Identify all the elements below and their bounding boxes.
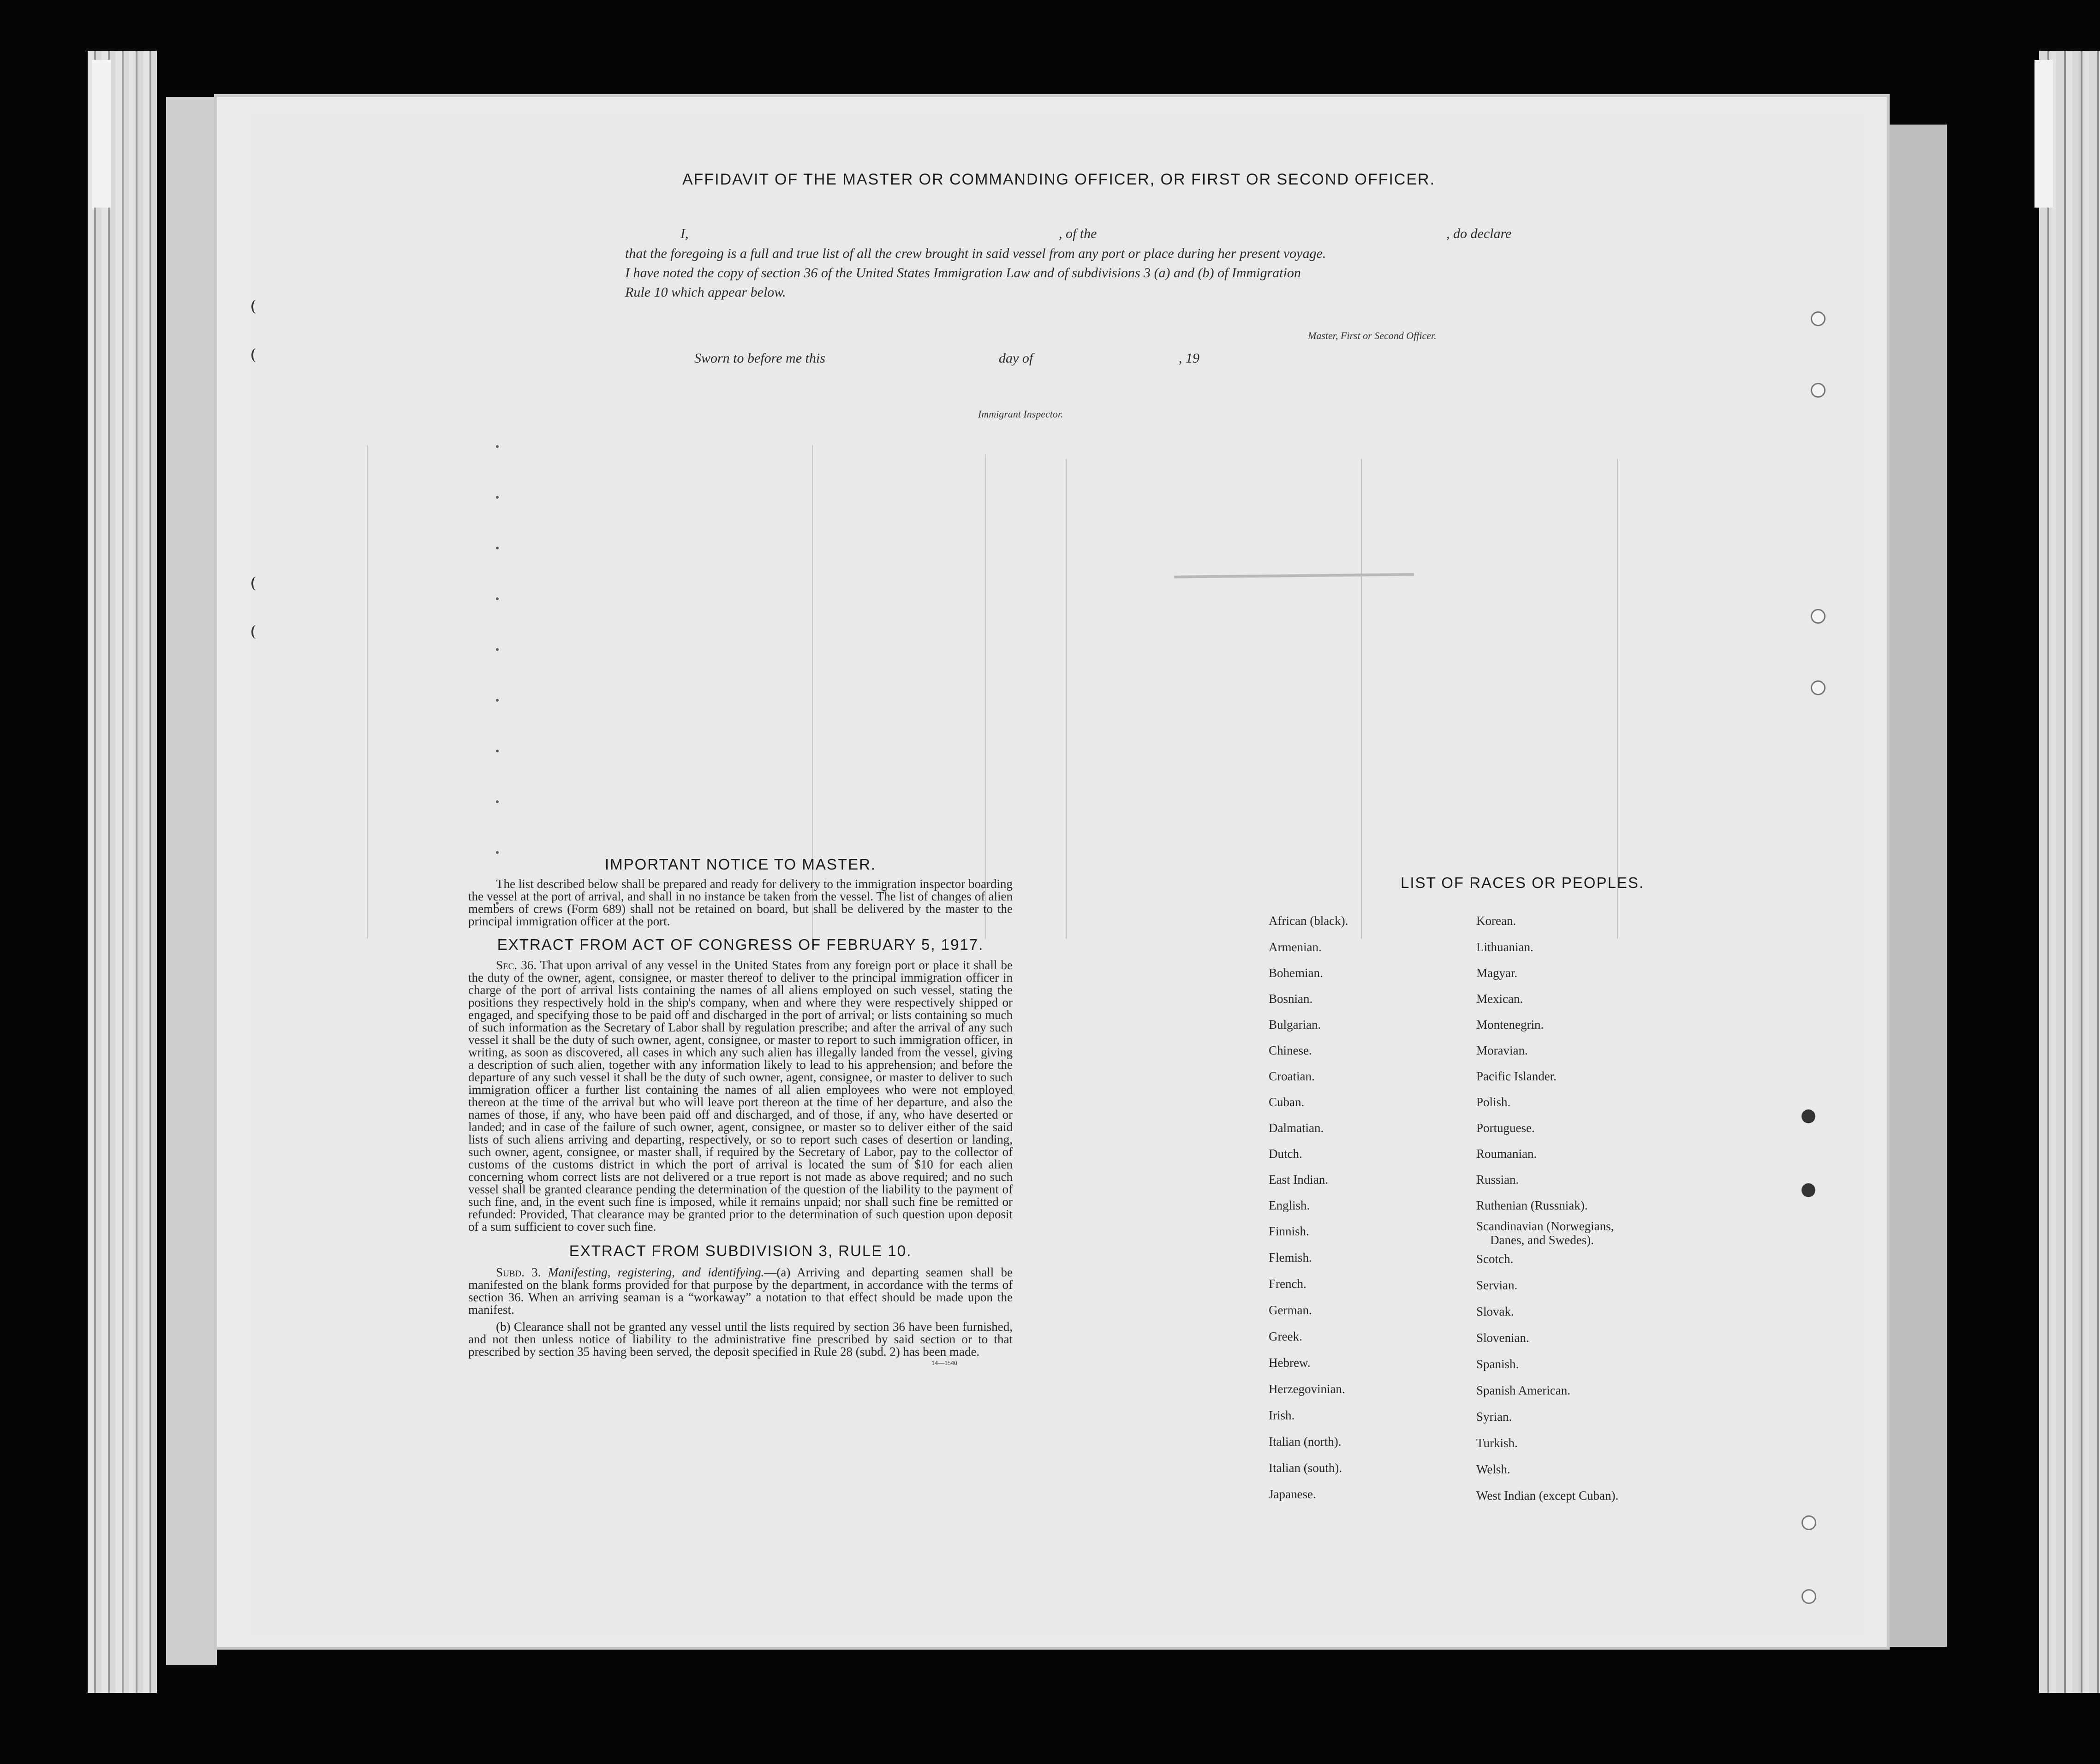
immigrant-inspector-label: Immigrant Inspector.	[978, 408, 1063, 420]
punch-hole	[251, 577, 261, 590]
race-item: Dutch.	[1269, 1147, 1302, 1161]
row-dot	[496, 648, 499, 651]
race-item: Bosnian.	[1269, 992, 1313, 1006]
race-item: West Indian (except Cuban).	[1476, 1489, 1619, 1502]
race-item: Mexican.	[1476, 992, 1523, 1006]
punch-hole	[251, 625, 261, 639]
crease-mark	[1174, 573, 1414, 578]
form-number: 14—1540	[931, 1360, 957, 1367]
race-item: Armenian.	[1269, 940, 1322, 954]
race-item: Italian (south).	[1269, 1461, 1342, 1475]
subd-3-heading: Manifesting, registering, and identifying.	[548, 1265, 764, 1279]
subd-3-text-b: (b) Clearance shall not be granted any vessel until the lists required by section 36 have been furnished, and not then unless notice of liability to the administrative fine prescribed by said section or to that prescribed by section 35 having been served, the deposit specified in Rule 28 (subd. 2) has been made.	[468, 1320, 1013, 1359]
race-item: Syrian.	[1476, 1410, 1512, 1424]
affidavit-line-2: I have noted the copy of section 36 of the United States Immigration Law and of subdivisions 3 (a) and (b) of Immigration	[625, 265, 1301, 280]
binder-right-edge	[2039, 51, 2100, 1693]
race-item: Slovenian.	[1476, 1331, 1529, 1345]
punch-hole	[1811, 383, 1826, 398]
affidavit-line-3: Rule 10 which appear below.	[625, 285, 786, 300]
row-dot	[496, 547, 499, 549]
affidavit-title: AFFIDAVIT OF THE MASTER OR COMMANDING OFFICER, OR FIRST OR SECOND OFFICER.	[682, 171, 1436, 188]
race-item: Portuguese.	[1476, 1121, 1535, 1135]
row-dot	[496, 800, 499, 803]
race-item: Irish.	[1269, 1408, 1295, 1422]
act-extract-title: EXTRACT FROM ACT OF CONGRESS OF FEBRUARY 5, 1917.	[497, 936, 984, 953]
column-rule	[1361, 459, 1362, 939]
race-item: Italian (north).	[1269, 1435, 1342, 1448]
row-dot	[496, 750, 499, 752]
race-item: Dalmatian.	[1269, 1121, 1324, 1135]
race-item: East Indian.	[1269, 1173, 1328, 1186]
punch-hole	[1802, 1515, 1816, 1530]
race-item: Scotch.	[1476, 1252, 1514, 1266]
race-item: Greek.	[1269, 1329, 1302, 1343]
column-rule	[1066, 459, 1067, 939]
race-item: Cuban.	[1269, 1095, 1305, 1109]
ink-spot	[1802, 1109, 1815, 1123]
notice-column	[468, 856, 1013, 1367]
master-signature-label: Master, First or Second Officer.	[1308, 330, 1437, 341]
race-item: Roumanian.	[1476, 1147, 1537, 1161]
race-item: Lithuanian.	[1476, 940, 1533, 954]
year-label: , 19	[1179, 351, 1199, 366]
affidavit-of-the-label: , of the	[1059, 226, 1097, 241]
race-item: Magyar.	[1476, 966, 1518, 980]
subd-3-label: Subd. 3.	[496, 1265, 541, 1279]
row-dot	[496, 496, 499, 499]
race-item: Servian.	[1476, 1278, 1518, 1292]
binder-left-edge	[88, 51, 157, 1693]
race-item: Japanese.	[1269, 1487, 1316, 1501]
notice-text: The list described below shall be prepared and ready for delivery to the immigration inspector boarding the vessel at the port of arrival, and shall in no instance be taken from the vessel. The list of changes of alien members of crews (Form 689) shall not be retained on board, but shall be delivered by the master to the principal immigration officer at the port.	[468, 877, 1013, 928]
affidavit-i-label: I,	[680, 226, 689, 241]
row-dot	[496, 597, 499, 600]
race-item: Polish.	[1476, 1095, 1511, 1109]
subd-3-text-a: —(a) Arriving and departing seamen shall be manifested on the blank forms provided for that purpose by the department, in accordance with the terms of section 36. When an arriving seaman is a “workaway” a notation to that effect should be made upon the manifest.	[468, 1265, 1013, 1317]
race-item: Pacific Islander.	[1476, 1069, 1557, 1083]
sec-36-label: Sec. 36.	[496, 958, 537, 972]
race-item: French.	[1269, 1277, 1307, 1291]
affidavit-line-1: that the foregoing is a full and true list of all the crew brought in said vessel from any port or place during her present voyage.	[625, 246, 1326, 261]
race-item: German.	[1269, 1303, 1312, 1317]
binder-tab-right	[2034, 60, 2053, 208]
ink-spot	[1802, 1183, 1815, 1197]
column-rule	[1617, 459, 1618, 939]
row-dot	[496, 851, 499, 854]
rule-extract-title: EXTRACT FROM SUBDIVISION 3, RULE 10.	[569, 1242, 912, 1259]
race-item: Moravian.	[1476, 1043, 1528, 1057]
race-item: Bohemian.	[1269, 966, 1323, 980]
row-dot	[496, 699, 499, 702]
punch-hole	[251, 300, 261, 314]
race-item: Spanish.	[1476, 1357, 1519, 1371]
race-item: Ruthenian (Russniak).	[1476, 1198, 1588, 1212]
race-item: Croatian.	[1269, 1069, 1315, 1083]
race-item: Welsh.	[1476, 1462, 1510, 1476]
punch-hole	[1811, 311, 1826, 326]
race-item: Hebrew.	[1269, 1356, 1311, 1370]
race-item: Bulgarian.	[1269, 1018, 1321, 1031]
sec-36-text: That upon arrival of any vessel in the United States from any foreign port or place it shall be the duty of the owner, agent, consignee, or master thereof to deliver to the principal immigration officer in charge of the port of arrival lists containing the names of all aliens employed on such vessel, stating the positions they respectively hold in the ship's company, when and where they were respectively shipped or engaged, and specifying those to be paid off and discharged in the port of arrival; or lists containing so much of such information as the Secretary of Labor shall by regulation prescribe; and after the arrival of any such vessel it shall be the duty of such owner, agent, consignee, or master to report to such immigration officer, in writing, as soon as discovered, all cases in which any such alien has illegally landed from the vessel, giving a description of such alien, together with any information likely to lead to his apprehension; and before the departure of any such vessel it shall be the duty of such owner, agent, consignee, or master to deliver to such immigration officer a further list containing the names of all alien employees who were not employed thereon at the time of the arrival but who will leave port thereon at the time of her departure, and also the names of those, if any, who have been paid off and discharged, and of those, if any, who have deserted or landed; and in case of the failure of such owner, agent, consignee, or master so to deliver either of the said lists of such aliens arriving and departing, respectively, or so to report such cases of desertion or landing, such owner, agent, consignee, or master shall, if required by the Secretary of Labor, pay to the collector of customs of the customs district in which the port of arrival is located the sum of $10 for each alien concerning whom correct lists are not delivered or a true report is not made as above required; and no such vessel shall be granted clearance pending the determination of the question of the liability to the payment of such fine, and, in the event such fine is imposed, while it remains unpaid; nor shall such fine be remitted or refunded: Provided, That clearance may be granted prior to the determination of such question upon deposit of a sum sufficient to cover such fine.	[468, 958, 1013, 1234]
punch-hole	[1811, 609, 1826, 624]
race-item: Spanish American.	[1476, 1383, 1570, 1397]
day-of-label: day of	[999, 351, 1033, 366]
column-rule	[367, 445, 368, 939]
races-title: LIST OF RACES OR PEOPLES.	[1400, 874, 1645, 891]
race-item: Turkish.	[1476, 1436, 1518, 1450]
punch-hole	[251, 348, 261, 362]
race-item: Slovak.	[1476, 1305, 1514, 1318]
punch-hole	[1811, 680, 1826, 695]
race-item: Russian.	[1476, 1173, 1519, 1186]
race-item: Korean.	[1476, 914, 1516, 928]
race-item: Herzegovinian.	[1269, 1382, 1345, 1396]
race-item: African (black).	[1269, 914, 1348, 928]
punch-hole	[1802, 1589, 1816, 1604]
race-item: Danes, and Swedes).	[1490, 1233, 1594, 1247]
race-item: Chinese.	[1269, 1043, 1312, 1057]
race-item: Flemish.	[1269, 1251, 1312, 1264]
binder-tab-left	[92, 60, 111, 208]
race-item: Scandinavian (Norwegians,	[1476, 1219, 1614, 1233]
affidavit-do-declare-label: , do declare	[1446, 226, 1512, 241]
sworn-label: Sworn to before me this	[694, 351, 825, 366]
notice-title: IMPORTANT NOTICE TO MASTER.	[604, 856, 877, 873]
race-item: English.	[1269, 1198, 1310, 1212]
row-dot	[496, 445, 499, 448]
race-item: Finnish.	[1269, 1224, 1309, 1238]
page-stack-left	[166, 97, 217, 1665]
race-item: Montenegrin.	[1476, 1018, 1544, 1031]
